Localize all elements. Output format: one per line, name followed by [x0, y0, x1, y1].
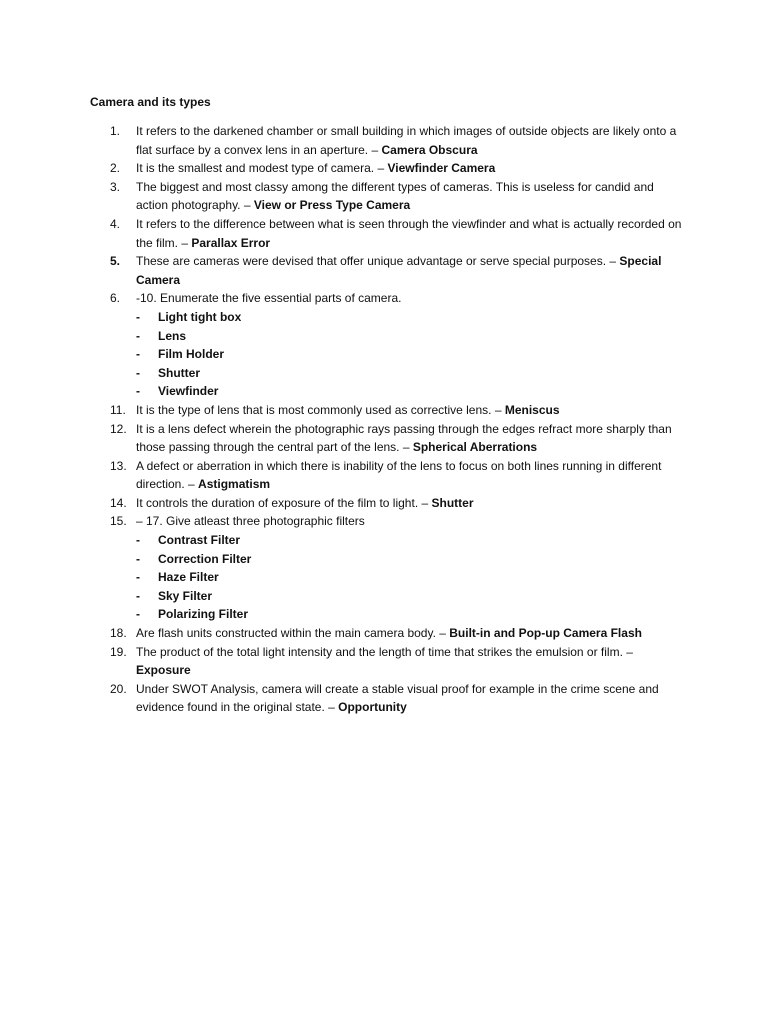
item-number: 4.: [110, 216, 121, 231]
camera-part-label: Light tight box: [158, 309, 242, 324]
list-item: [0, 401, 768, 420]
item-answer: Spherical Aberrations: [412, 440, 538, 455]
item-number: 12.: [110, 421, 127, 436]
list-item: [0, 122, 768, 159]
bullet-dash: -: [136, 607, 140, 622]
bullet-dash: -: [136, 551, 140, 566]
sub-list-item: [0, 382, 768, 401]
item-number: 1.: [110, 124, 121, 138]
sub-list-item: [0, 550, 768, 569]
item-text: The biggest and most classy among the different types of cameras. This is useless for candid and action photography. – View or Press Type Camera: [136, 179, 654, 213]
filter-label: Polarizing Filter: [158, 607, 249, 622]
item-number: 15.: [110, 514, 127, 529]
item-number: 11.: [110, 402, 126, 417]
list-item: [0, 159, 768, 178]
item-text: It is the smallest and modest type of camera. – Viewfinder Camera: [136, 161, 496, 176]
sub-list-item: [0, 364, 768, 383]
item-number: 18.: [110, 626, 127, 641]
camera-part-label: Lens: [158, 328, 187, 343]
sub-list-item: [0, 587, 768, 606]
camera-part-label: Shutter: [158, 365, 200, 380]
item-answer: Special Camera: [136, 254, 662, 287]
bullet-dash: -: [136, 570, 140, 585]
list-item: [0, 457, 768, 494]
item-text: These are cameras were devised that offer unique advantage or serve special purposes. – Special Camera: [136, 254, 662, 287]
item-number: 14.: [110, 495, 127, 510]
item-text: It refers to the difference between what is seen through the viewfinder and what is actually recorded on the film. – Parallax Error: [136, 216, 682, 250]
item-answer: Exposure: [136, 663, 191, 678]
list-item: [0, 624, 768, 643]
list-item: [0, 252, 768, 289]
bullet-dash: -: [136, 309, 140, 324]
camera-part-label: Viewfinder: [158, 384, 219, 399]
list-item: [0, 420, 768, 457]
item-text: It controls the duration of exposure of the film to light. – Shutter: [136, 495, 474, 510]
document-title: Camera and its types: [90, 95, 211, 109]
item-text: It is a lens defect wherein the photographic rays passing through the edges refract more sharply than those passing through the central part of the lens. – Spherical Aberrations: [136, 421, 672, 455]
bullet-dash: -: [136, 328, 140, 343]
list-item: [0, 494, 768, 513]
bullet-dash: -: [136, 365, 140, 380]
item-answer: Camera Obscura: [381, 142, 478, 157]
item-number: 13.: [110, 458, 127, 473]
item-answer: Shutter: [431, 495, 474, 510]
item-text: A defect or aberration in which there is inability of the lens to focus on both lines running in different direction. – Astigmatism: [136, 458, 662, 492]
item-number: 19.: [110, 644, 127, 659]
item-answer: Parallax Error: [191, 235, 271, 250]
list-item: [0, 643, 768, 680]
list-item: [0, 215, 768, 252]
item-text: – 17. Give atleast three photographic filters: [136, 514, 365, 529]
item-text: It is the type of lens that is most commonly used as corrective lens. – Meniscus: [136, 402, 560, 417]
item-answer: Built-in and Pop-up Camera Flash: [449, 626, 642, 641]
filter-label: Sky Filter: [158, 588, 213, 603]
item-answer: Opportunity: [338, 700, 407, 715]
bullet-dash: -: [136, 384, 140, 399]
item-number: 5.: [110, 254, 121, 269]
list-item: [0, 178, 768, 215]
filter-label: Haze Filter: [158, 570, 219, 585]
item-answer: Meniscus: [504, 402, 560, 417]
question-list: [0, 122, 768, 717]
item-text: -10. Enumerate the five essential parts of camera.: [136, 291, 402, 306]
item-number: 6.: [110, 291, 121, 306]
list-item: [0, 680, 768, 717]
item-text: Are flash units constructed within the main camera body. – Built-in and Pop-up Camera Flash: [136, 626, 642, 641]
sub-list-item: [0, 605, 768, 624]
list-item: [0, 289, 768, 308]
filter-label: Contrast Filter: [158, 533, 241, 548]
item-answer: View or Press Type Camera: [253, 198, 411, 213]
item-answer: Viewfinder Camera: [387, 161, 496, 176]
item-number: 20.: [110, 681, 127, 696]
camera-part-label: Film Holder: [158, 347, 225, 362]
item-number: 2.: [110, 161, 121, 176]
bullet-dash: -: [136, 533, 140, 548]
item-number: 3.: [110, 179, 121, 194]
item-text: It refers to the darkened chamber or small building in which images of outside objects are likely onto a flat surface by a convex lens in an aperture. – Camera Obscura: [136, 124, 677, 157]
sub-list-item: [0, 345, 768, 364]
list-item: [0, 512, 768, 531]
sub-list-item: [0, 327, 768, 346]
filter-label: Correction Filter: [158, 551, 252, 566]
sub-list-item: [0, 308, 768, 327]
item-text: The product of the total light intensity and the length of time that strikes the emulsion or film. – Exposure: [136, 644, 633, 678]
item-text: Under SWOT Analysis, camera will create a stable visual proof for example in the crime scene and evidence found in the original state. – Opportunity: [136, 681, 659, 715]
bullet-dash: -: [136, 347, 140, 362]
sub-list-item: [0, 531, 768, 550]
item-answer: Astigmatism: [198, 477, 271, 492]
bullet-dash: -: [136, 588, 140, 603]
sub-list-item: [0, 568, 768, 587]
